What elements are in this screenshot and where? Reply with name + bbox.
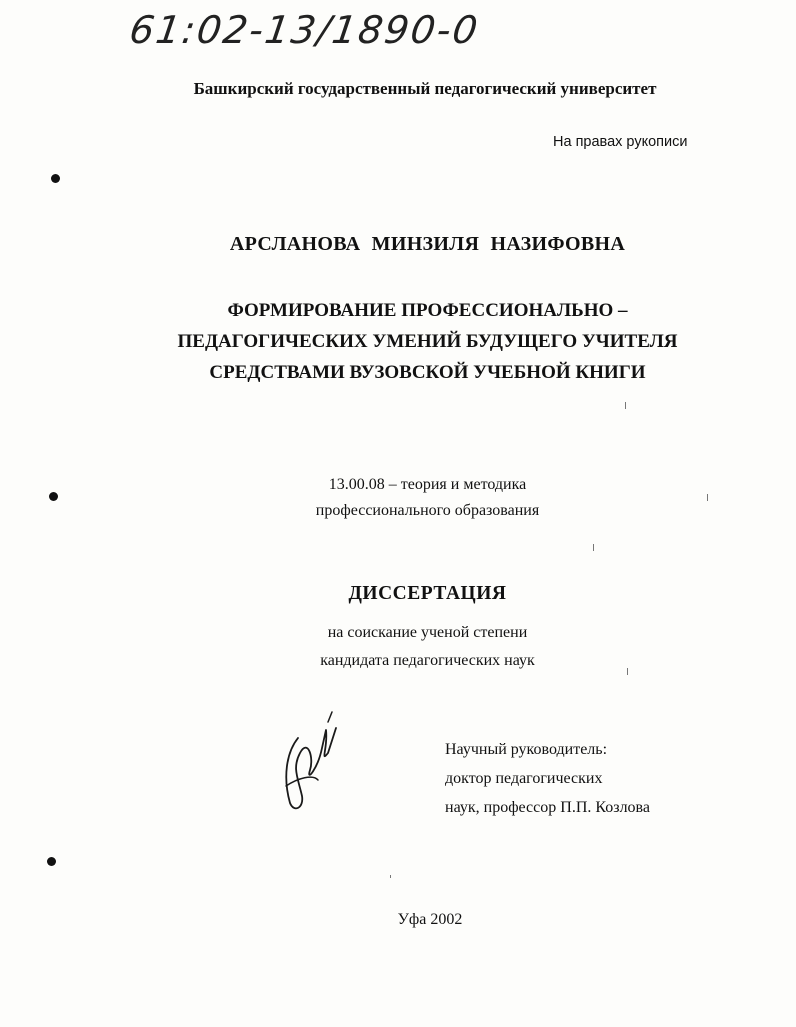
handwritten-archive-number: 61:02-13/1890-0 — [126, 8, 483, 52]
title-line: СРЕДСТВАМИ ВУЗОВСКОЙ УЧЕБНОЙ КНИГИ — [209, 362, 646, 383]
degree-line: на соискание ученой степени — [327, 624, 528, 641]
advisor-line: Научный руководитель: — [445, 741, 608, 758]
specialty-line: 13.00.08 – теория и методика — [328, 476, 527, 493]
title-line: ФОРМИРОВАНИЕ ПРОФЕССИОНАЛЬНО – — [227, 300, 628, 321]
scan-speck — [625, 402, 626, 409]
punch-hole-mark — [51, 174, 60, 183]
scan-speck — [390, 875, 391, 878]
degree-statement — [0, 619, 796, 675]
punch-hole-mark — [49, 492, 58, 501]
advisor-line: наук, профессор П.П. Козлова — [445, 799, 650, 816]
scan-speck — [627, 668, 628, 675]
specialty-line: профессионального образования — [315, 502, 540, 519]
city-year: Уфа 2002 — [397, 911, 463, 928]
dissertation-title — [0, 295, 796, 388]
handwritten-signature — [278, 708, 348, 818]
specialty-code — [0, 472, 796, 524]
advisor-line: доктор педагогических — [445, 770, 603, 787]
scan-speck — [707, 494, 708, 501]
university-name: Башкирский государственный педагогический университет — [193, 79, 657, 98]
author-name: АРСЛАНОВА МИНЗИЛЯ НАЗИФОВНА — [229, 233, 626, 255]
scan-speck — [593, 544, 594, 551]
document-type: ДИССЕРТАЦИЯ — [348, 583, 507, 604]
punch-hole-mark — [47, 857, 56, 866]
manuscript-rights-note: На правах рукописи — [553, 134, 688, 150]
scientific-advisor — [445, 735, 650, 822]
degree-line: кандидата педагогических наук — [320, 652, 535, 669]
title-line: ПЕДАГОГИЧЕСКИХ УМЕНИЙ БУДУЩЕГО УЧИТЕЛЯ — [177, 331, 678, 352]
